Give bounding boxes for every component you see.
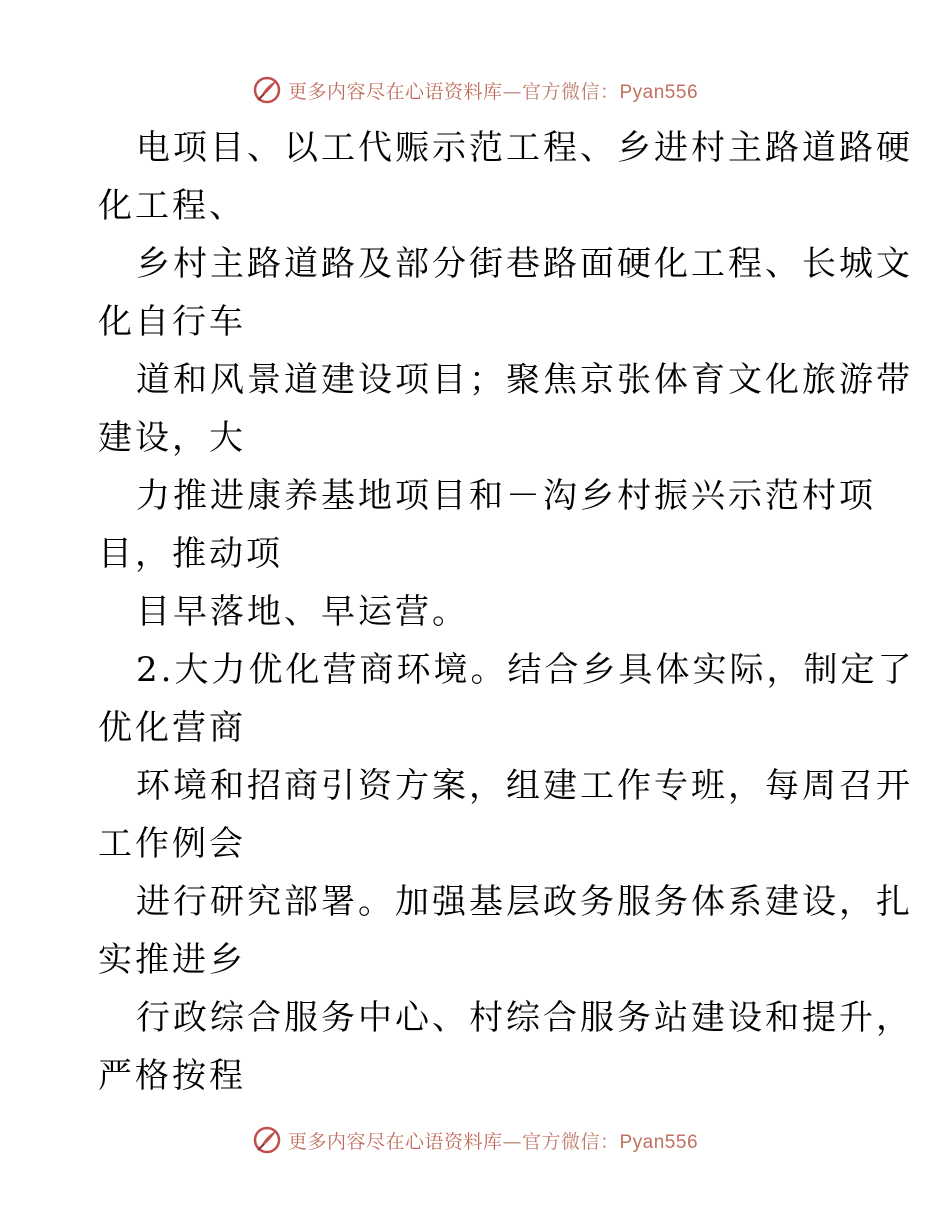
text-line: 电项目、以工代赈示范工程、乡进村主路道路硬 xyxy=(136,128,913,168)
text-line: 化工程、 xyxy=(98,186,246,226)
text-line: 2.大力优化营商环境。结合乡具体实际，制定了 xyxy=(136,650,915,690)
feather-seal-icon xyxy=(252,75,282,105)
text-line: 乡村主路道路及部分街巷路面硬化工程、长城文 xyxy=(136,244,913,284)
watermark-text xyxy=(288,1127,698,1154)
watermark-wechat-label: 官方微信： xyxy=(521,80,620,103)
watermark-main: 更多内容尽在心语资料库 xyxy=(287,1130,503,1153)
watermark-main: 更多内容尽在心语资料库 xyxy=(287,80,503,103)
text-line: 化自行车 xyxy=(98,302,246,342)
watermark-wechat-id: Pyan556 xyxy=(619,81,699,103)
text-line: 实推进乡 xyxy=(98,940,246,980)
text-line: 建设，大 xyxy=(98,418,246,458)
text-line: 力推进康养基地项目和－沟乡村振兴示范村项 xyxy=(136,476,876,516)
text-line: 目，推动项 xyxy=(98,534,283,574)
watermark-wechat-label: 官方微信： xyxy=(521,1130,620,1153)
feather-seal-icon xyxy=(252,1125,282,1155)
watermark-banner-bottom xyxy=(0,1120,950,1160)
text-line: 优化营商 xyxy=(98,708,246,748)
text-line: 道和风景道建设项目；聚焦京张体育文化旅游带 xyxy=(136,360,913,400)
watermark-banner-top xyxy=(0,70,950,110)
text-line: 进行研究部署。加强基层政务服务体系建设，扎 xyxy=(136,882,913,922)
text-line: 环境和招商引资方案，组建工作专班，每周召开 xyxy=(136,766,913,806)
text-line: 目早落地、早运营。 xyxy=(136,592,469,632)
text-line: 严格按程 xyxy=(98,1056,246,1096)
text-line: 工作例会 xyxy=(98,824,246,864)
text-line: 行政综合服务中心、村综合服务站建设和提升， xyxy=(136,998,913,1038)
watermark-dash: — xyxy=(502,1130,522,1153)
watermark-text xyxy=(288,77,698,104)
watermark-wechat-id: Pyan556 xyxy=(619,1131,699,1153)
watermark-dash: — xyxy=(502,80,522,103)
